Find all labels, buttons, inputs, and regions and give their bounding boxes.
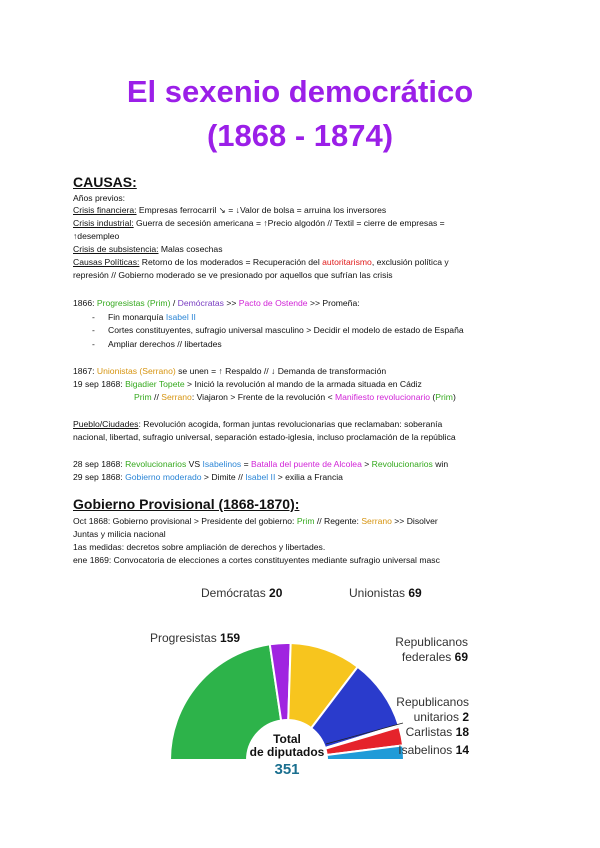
label-democratas: Demócratas 20 — [201, 586, 283, 600]
gobierno-moderado: Gobierno moderado — [125, 472, 202, 482]
label-carlistas: Carlistas 18 — [405, 725, 469, 739]
democratas: Demócratas — [177, 298, 224, 308]
prim: Prim — [134, 392, 152, 402]
isabel-ii: Isabel II — [165, 312, 196, 322]
slash: / — [170, 298, 178, 308]
date-28sep: 28 sep 1868: — [73, 459, 126, 469]
gob-line-2: Juntas y milicia nacional — [73, 529, 166, 539]
gob-line-4: ene 1869: Convocatoria de elecciones a cortes constituyentes mediante sufragio universal masc — [73, 555, 440, 565]
line-29sep-text2: > exilia a Francia — [275, 472, 343, 482]
progresistas-prim: Progresistas (Prim) — [96, 298, 171, 308]
anos-previos: Años previos: — [73, 193, 126, 203]
crisis-subsistencia-label: Crisis de subsistencia: — [73, 244, 159, 254]
prim2: Prim — [435, 392, 453, 402]
label-fed-2: federales 69 — [401, 650, 468, 664]
isabelinos: Isabelinos — [202, 459, 242, 469]
gob-serrano: Serrano — [361, 516, 392, 526]
gob-prim: Prim — [296, 516, 315, 526]
bullet-2: Cortes constituyentes, sufragio universal masculino > Decidir el modelo de estado de España — [108, 325, 464, 335]
crisis-financiera-label: Crisis financiera: — [73, 205, 137, 215]
gob-line-3: 1as medidas: decretos sobre ampliación de derechos y libertades. — [73, 542, 326, 552]
label-uni-2: unitarios 2 — [413, 710, 469, 724]
causas-politicas-text-b: , exclusión política y — [371, 257, 449, 267]
bullet-3: Ampliar derechos // libertades — [108, 339, 222, 349]
line-19sep-text2: : Viajaron > Frente de la revolución < — [191, 392, 335, 402]
total-label-1: Total — [273, 732, 301, 746]
date-29sep: 29 sep 1868: — [73, 472, 126, 482]
causas-politicas-text-a: Retorno de los moderados = Recuperación del — [139, 257, 323, 267]
pacto-ostende: Pacto de Ostende — [238, 298, 308, 308]
crisis-industrial-cont: ↑desempleo — [73, 231, 120, 241]
unionistas-serrano: Unionistas (Serrano) — [96, 366, 176, 376]
label-progresistas: Progresistas 159 — [150, 631, 241, 645]
page-title-line2: (1868 - 1874) — [206, 118, 394, 153]
slice-progresistas — [170, 644, 281, 760]
total-value: 351 — [274, 761, 300, 778]
eq: = — [241, 459, 251, 469]
sep: // — [151, 392, 162, 402]
crisis-industrial-text: Guerra de secesión americana = ↑Precio algodón // Textil = cierre de empresas = — [133, 218, 445, 228]
topete: Bigadier Topete — [125, 379, 185, 389]
label-unionistas: Unionistas 69 — [349, 586, 422, 600]
crisis-financiera-text: Empresas ferrocarril ↘ = ↓Valor de bolsa = arruina los inversores — [136, 205, 387, 215]
line-29sep-text: > Dimite // — [201, 472, 246, 482]
revolucionarios: Revolucionarios — [125, 459, 187, 469]
page-title-line1: El sexenio democrático — [126, 74, 474, 109]
gob-l1-c: >> Disolver — [391, 516, 438, 526]
pueblo-cont: nacional, libertad, sufragio universal, separación estado-iglesia, incluso proclamación de la república — [73, 432, 456, 442]
manifiesto: Manifiesto revolucionario — [334, 392, 431, 402]
pueblo-text: : Revolución acogida, forman juntas revolucionarias que reclamaban: soberanía — [138, 419, 443, 429]
crisis-subsistencia-text: Malas cosechas — [158, 244, 223, 254]
line-19sep-text: > Inició la revolución al mando de la armada situada en Cádiz — [184, 379, 422, 389]
gobierno-heading: Gobierno Provisional (1868-1870): — [73, 496, 300, 512]
gob-l1-b: // Regente: — [314, 516, 362, 526]
isabel-ii-2: Isabel II — [245, 472, 276, 482]
label-fed-1: Republicanos — [395, 635, 468, 649]
paren-open: ( — [430, 392, 436, 402]
win: win — [432, 459, 449, 469]
serrano: Serrano — [161, 392, 192, 402]
date-19sep: 19 sep 1868: — [73, 379, 126, 389]
crisis-industrial-label: Crisis industrial: — [73, 218, 134, 228]
arrow: >> — [223, 298, 239, 308]
date-1866: 1866: — [73, 298, 97, 308]
autoritarismo: autoritarismo — [322, 257, 372, 267]
label-isabelinos: Isabelinos 14 — [398, 743, 469, 757]
bullet-1-text: Fin monarquía — [108, 312, 166, 322]
bullet-dash: - — [92, 339, 95, 349]
bullet-dash: - — [92, 325, 95, 335]
line-1867-text: se unen = ↑ Respaldo // ↓ Demanda de transformación — [175, 366, 387, 376]
date-1867: 1867: — [73, 366, 97, 376]
causas-politicas-label: Causas Políticas: — [73, 257, 140, 267]
gob-l1-a: Oct 1868: Gobierno provisional > Presidente del gobierno: — [73, 516, 297, 526]
paren-close: ) — [452, 392, 456, 402]
promesa: >> Promeña: — [307, 298, 360, 308]
vs: VS — [186, 459, 203, 469]
causas-heading: CAUSAS: — [73, 174, 137, 190]
batalla-alcolea: Batalla del puente de Alcolea — [251, 459, 362, 469]
gt: > — [361, 459, 372, 469]
pueblo-label: Pueblo/Ciudades — [73, 419, 139, 429]
revolucionarios2: Revolucionarios — [371, 459, 433, 469]
causas-politicas-cont: represión // Gobierno moderado se ve presionado por aquellos que sufrían las crisis — [73, 270, 393, 280]
bullet-dash: - — [92, 312, 95, 322]
total-label-2: de diputados — [249, 745, 325, 759]
label-uni-1: Republicanos — [396, 695, 469, 709]
